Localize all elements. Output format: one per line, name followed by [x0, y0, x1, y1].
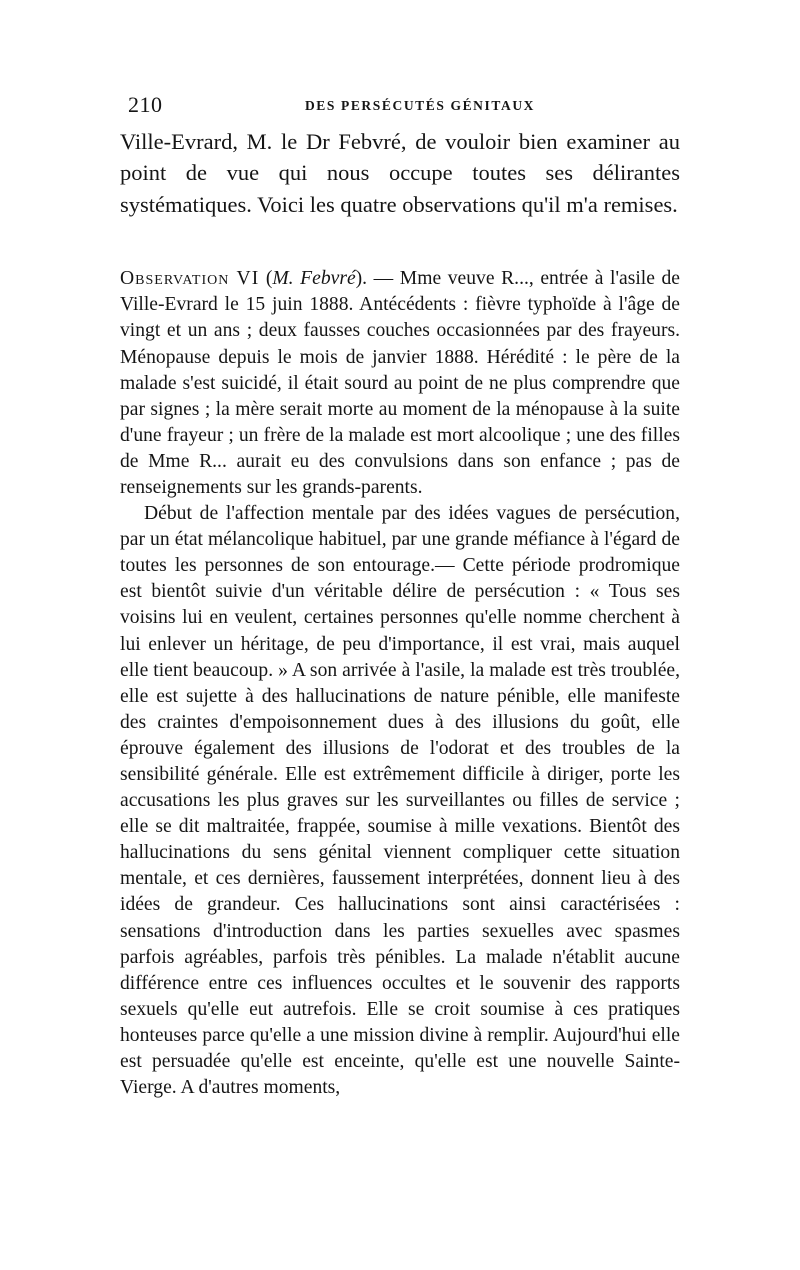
page-number: 210 [128, 92, 163, 117]
observation-section [120, 266, 680, 1101]
source-paren-close: ). [355, 268, 374, 290]
observation-text-1: — Mme veuve R..., entrée à l'asile de Ville-Evrard le 15 juin 1888. Antécédents : fièvre typhoïde à l'âge de vingt et un ans ; deux fausses couches occasionnées par des frayeurs. Ménopause depuis le mois de janvier 1888. Hérédité : le père de la malade s'est suicidé, il était sourd au point de ne plus comprendre que par signes ; la mère serait morte au moment de la ménopause à la suite d'une frayeur ; un frère de la malade est mort alcoolique ; une des filles de Mme R... aurait eu des convulsions dans son enfance ; pas de renseignements sur les grands-parents. [120, 268, 680, 498]
source-paren-open: ( [259, 268, 273, 290]
running-title: DES PERSÉCUTÉS GÉNITAUX [304, 98, 536, 113]
observation-paragraph-2: Début de l'affection mentale par des idées vagues de persécution, par un état mélancolique habituel, par une grande méfiance à l'égard de toutes les personnes de son entourage.— Cette période prodromique est bientôt suivie d'un véritable délire de persécution : « Tous ses voisins lui en veulent, certaines personnes qu'elle nomme cherchent à lui enlever un héritage, de peu d'importance, il est vrai, mais auquel elle tient beaucoup. » A son arrivée à l'asile, la malade est très troublée, elle est sujette à des hallucinations de nature pénible, elle manifeste des craintes d'empoisonnement dues à des illusions du goût, elle éprouve également des illusions de l'odorat et des troubles de la sensibilité générale. Elle est extrêmement difficile à diriger, porte les accusations les plus graves sur les surveillantes ou filles de service ; elle se dit maltraitée, frappée, soumise à mille vexations. Bientôt des hallucinations du sens génital viennent compliquer cette situation mentale, et ces dernières, faussement interprétées, donnent lieu à des idées de grandeur. Ces hallucinations sont ainsi caractérisées : sensations d'introduction dans les parties sexuelles avec spasmes parfois agréables, parfois très pénibles. La malade n'établit aucune différence entre ces influences occultes et le souvenir des rapports sexuels qu'elle eut autrefois. Elle se croit soumise à ces pratiques honteuses parce qu'elle a une mission divine à remplir. Aujourd'hui elle est persuadée qu'elle est enceinte, qu'elle est une nouvelle Sainte-Vierge. A d'autres moments, [120, 503, 680, 1099]
observation-paragraph-1 [120, 266, 680, 501]
book-page [120, 92, 680, 1101]
intro-paragraph: Ville-Evrard, M. le Dr Febvré, de vouloir bien examiner au point de vue qui nous occupe toutes ses délirantes systématiques. Voici les quatre observations qu'il m'a remises. [120, 129, 680, 217]
observation-source: M. Febvré [272, 268, 356, 290]
page-header [120, 92, 680, 126]
observation-label: Observation VI [120, 268, 260, 290]
